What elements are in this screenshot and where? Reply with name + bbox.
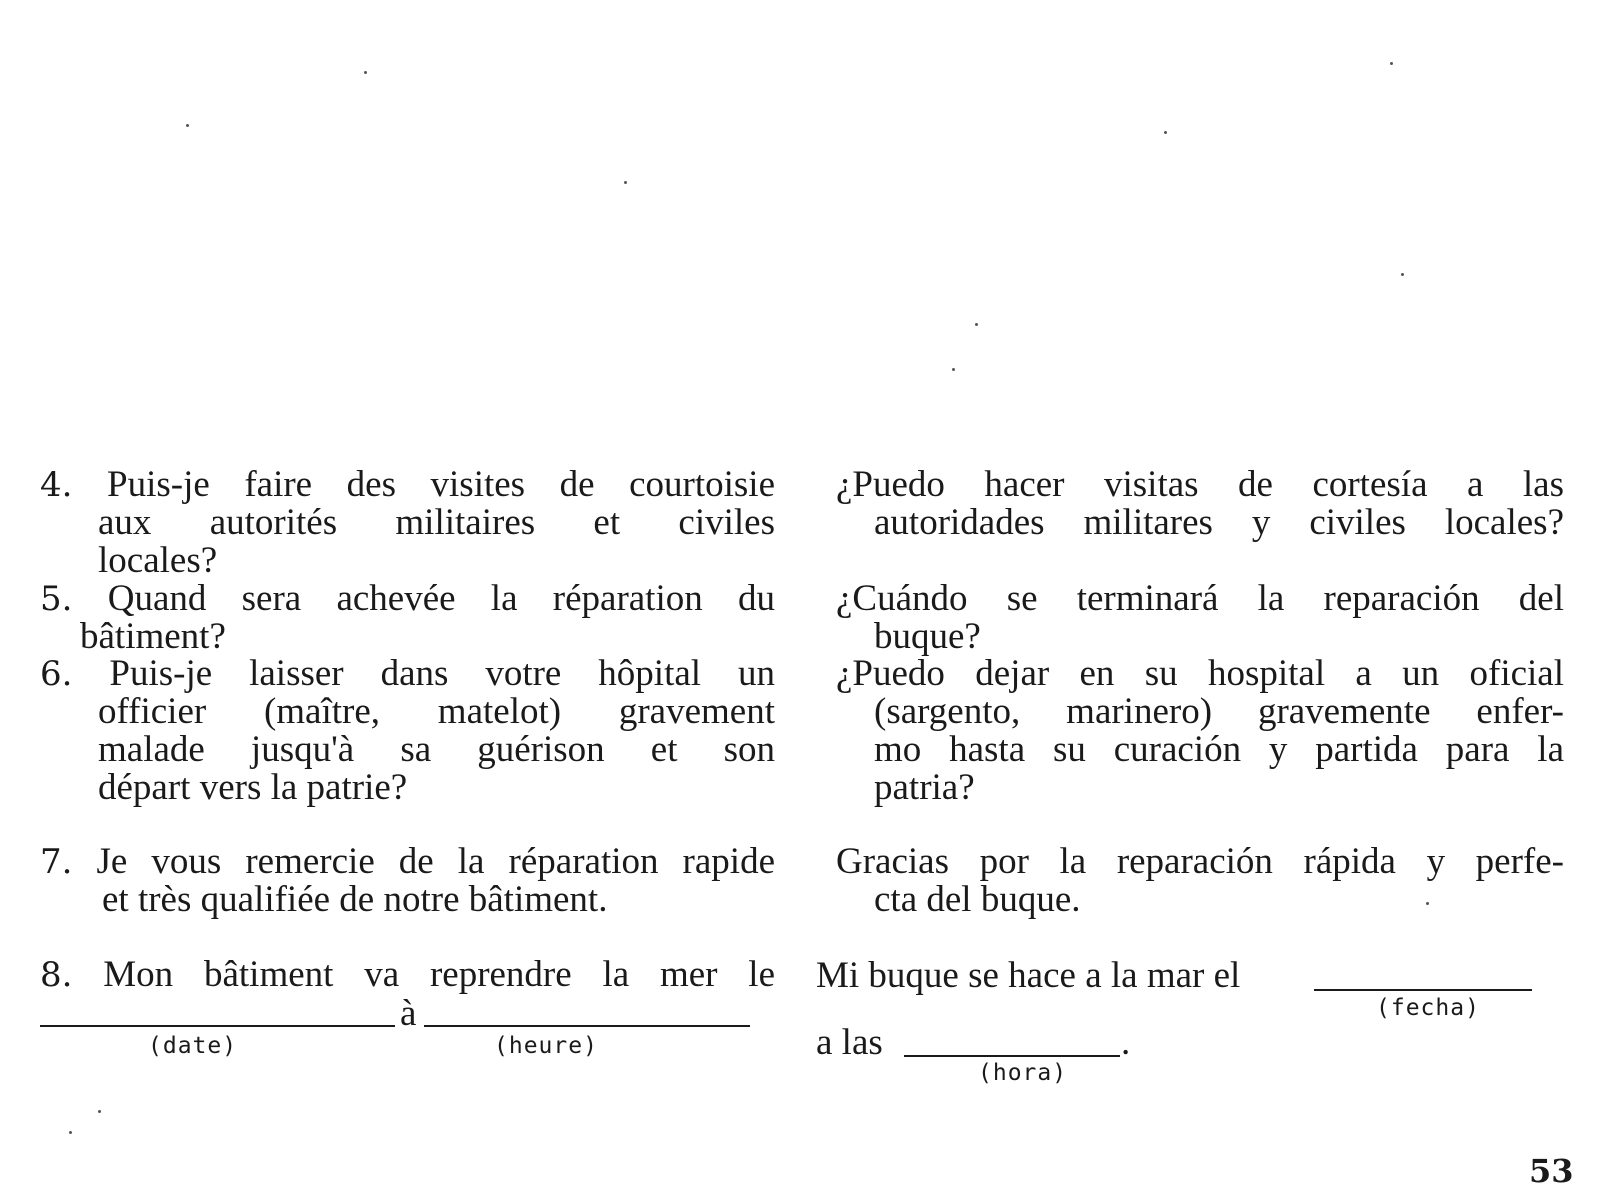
es-line: mo hasta su curación y partida para la <box>874 729 1564 770</box>
item-number: 4. <box>40 465 73 505</box>
fecha-caption: (fecha) <box>1376 995 1480 1021</box>
es-line: a las <box>816 1022 883 1063</box>
es-line: buque? <box>874 616 981 657</box>
hora-caption: (hora) <box>978 1060 1068 1086</box>
fr-line: aux autorités militaires et civiles <box>98 502 775 543</box>
fr-line: 4. Puis-je faire des visites de courtoisie <box>40 464 775 505</box>
fr-line: bâtiment? <box>80 616 226 657</box>
item-5-spanish <box>836 580 1564 656</box>
es-line: patria? <box>874 767 975 808</box>
scan-speck <box>952 368 955 371</box>
hora-blank[interactable] <box>904 1055 1120 1057</box>
item-4-french <box>40 466 775 580</box>
scan-speck <box>69 1131 72 1134</box>
date-blank[interactable] <box>40 1025 395 1027</box>
es-line: Mi buque se hace a la mar el <box>816 955 1241 996</box>
fr-line: locales? <box>98 540 218 581</box>
item-7-spanish <box>836 843 1564 919</box>
scan-speck <box>98 1110 101 1113</box>
fr-line: 7. Je vous remercie de la réparation rapide <box>40 841 776 882</box>
es-line: autoridades militares y civiles locales? <box>874 502 1564 543</box>
scan-speck <box>1426 902 1429 905</box>
item-number: 8. <box>40 955 73 995</box>
item-8-french <box>40 956 775 994</box>
es-line: ¿Puedo dejar en su hospital a un oficial <box>836 653 1564 694</box>
scan-speck <box>1401 273 1404 276</box>
scan-speck <box>1164 131 1167 134</box>
scan-speck <box>186 124 189 127</box>
es-period: . <box>1121 1022 1131 1063</box>
fr-line: 8. Mon bâtiment va reprendre la mer le <box>40 954 776 995</box>
fr-connector: à <box>400 993 417 1034</box>
es-line: (sargento, marinero) gravemente enfer- <box>874 691 1564 732</box>
scan-speck <box>624 181 627 184</box>
scan-speck <box>1390 62 1393 65</box>
fr-line: malade jusqu'à sa guérison et son <box>98 729 775 770</box>
date-caption: (date) <box>148 1033 238 1059</box>
item-5-french <box>40 580 775 656</box>
time-blank[interactable] <box>424 1025 750 1027</box>
item-number: 5. <box>40 579 73 619</box>
fr-line: et très qualifiée de notre bâtiment. <box>102 879 608 920</box>
fecha-blank[interactable] <box>1314 989 1532 991</box>
item-number: 6. <box>40 654 73 694</box>
es-line: ¿Puedo hacer visitas de cortesía a las <box>836 464 1564 505</box>
fr-line: 6. Puis-je laisser dans votre hôpital un <box>40 653 775 694</box>
item-6-french <box>40 655 775 807</box>
fr-line: officier (maître, matelot) gravement <box>98 691 775 732</box>
scan-speck <box>364 71 367 74</box>
es-line: ¿Cuándo se terminará la reparación del <box>836 578 1564 619</box>
item-4-spanish <box>836 466 1564 542</box>
item-7-french <box>40 843 775 919</box>
fr-line: départ vers la patrie? <box>98 767 408 808</box>
fr-line: 5. Quand sera achevée la réparation du <box>40 578 775 619</box>
page-number: 53 <box>1529 1152 1574 1190</box>
item-6-spanish <box>836 655 1564 807</box>
scan-speck <box>975 323 978 326</box>
es-line: cta del buque. <box>874 879 1081 920</box>
item-number: 7. <box>40 842 73 882</box>
es-line: Gracias por la reparación rápida y perfe- <box>836 841 1564 882</box>
time-caption: (heure) <box>494 1033 598 1059</box>
